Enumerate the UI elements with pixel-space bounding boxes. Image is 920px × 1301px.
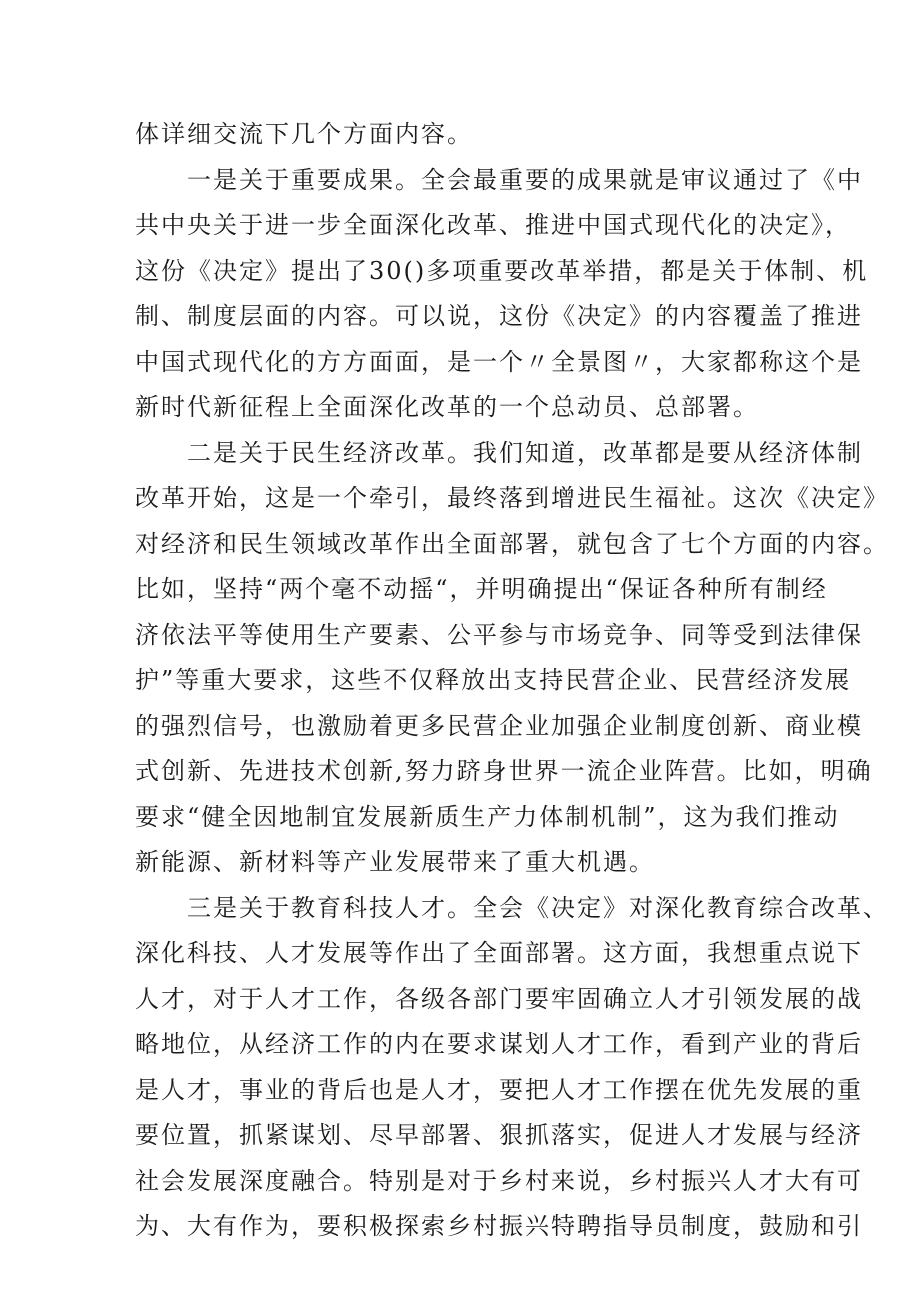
paragraph-first-line: 三是关于教育科技人才。全会《决定》对深化教育综合改革、 — [187, 893, 889, 922]
text-line: 中国式现代化的方方面面，是一个〃全景图〃，大家都称这个是 — [135, 347, 863, 376]
paragraph-first-line: 二是关于民生经济改革。我们知道，改革都是要从经济体制 — [187, 438, 863, 467]
text-line: 这份《决定》提出了30()多项重要改革举措，都是关于体制、机 — [135, 256, 869, 285]
text-line: 共中央关于进一步全面深化改革、推进中国式现代化的决定》， — [135, 211, 851, 239]
text-line: 新时代新征程上全面深化改革的一个总动员、总部署。 — [135, 393, 759, 421]
text-line: 为、大有作为，要积极探索乡村振兴特聘指导员制度，鼓励和引 — [135, 1212, 863, 1240]
text-line: 护”等重大要求，这些不仅释放出支持民营企业、民营经济发展 — [135, 666, 852, 694]
text-line: 体详细交流下几个方面内容。 — [135, 120, 473, 148]
document-body — [135, 112, 889, 1250]
text-line: 比如，坚持“两个毫不动摇“，并明确提出“保证各种所有制经 — [135, 575, 828, 603]
text-line: 是人才，事业的背后也是人才，要把人才工作摆在优先发展的重 — [135, 1075, 863, 1104]
text-line: 制、制度层面的内容。可以说，这份《决定》的内容覆盖了推进 — [135, 302, 863, 330]
text-line: 要求“健全因地制宜发展新质生产力体制机制”，这为我们推动 — [135, 802, 840, 831]
text-line: 对经济和民生领域改革作出全面部署，就包含了七个方面的内容。 — [135, 529, 889, 558]
paragraph-first-line: 一是关于重要成果。全会最重要的成果就是审议通过了《中 — [187, 165, 863, 194]
text-line: 人才，对于人才工作，各级各部门要牢固确立人才引领发展的战 — [135, 984, 863, 1013]
text-line: 新能源、新材料等产业发展带来了重大机遇。 — [135, 848, 655, 876]
text-line: 要位置，抓紧谋划、尽早部署、狠抓落实，促进人才发展与经济 — [135, 1121, 863, 1149]
text-line: 的强烈信号，也激励着更多民营企业加强企业制度创新、商业模 — [135, 711, 863, 740]
text-line: 略地位，从经济工作的内在要求谋划人才工作，看到产业的背后 — [135, 1030, 863, 1058]
text-line: 改革开始，这是一个牵引，最终落到增进民生福祉。这次《决定》 — [135, 484, 889, 512]
text-line: 社会发展深度融合。特别是对于乡村来说，乡村振兴人才大有可 — [135, 1166, 863, 1195]
text-line: 济依法平等使用生产要素、公平参与市场竞争、同等受到法律保 — [135, 620, 863, 649]
text-line: 式创新、先进技术创新,努力跻身世界一流企业阵营。比如，明确 — [135, 757, 873, 785]
text-line: 深化科技、人才发展等作出了全面部署。这方面，我想重点说下 — [135, 939, 863, 967]
